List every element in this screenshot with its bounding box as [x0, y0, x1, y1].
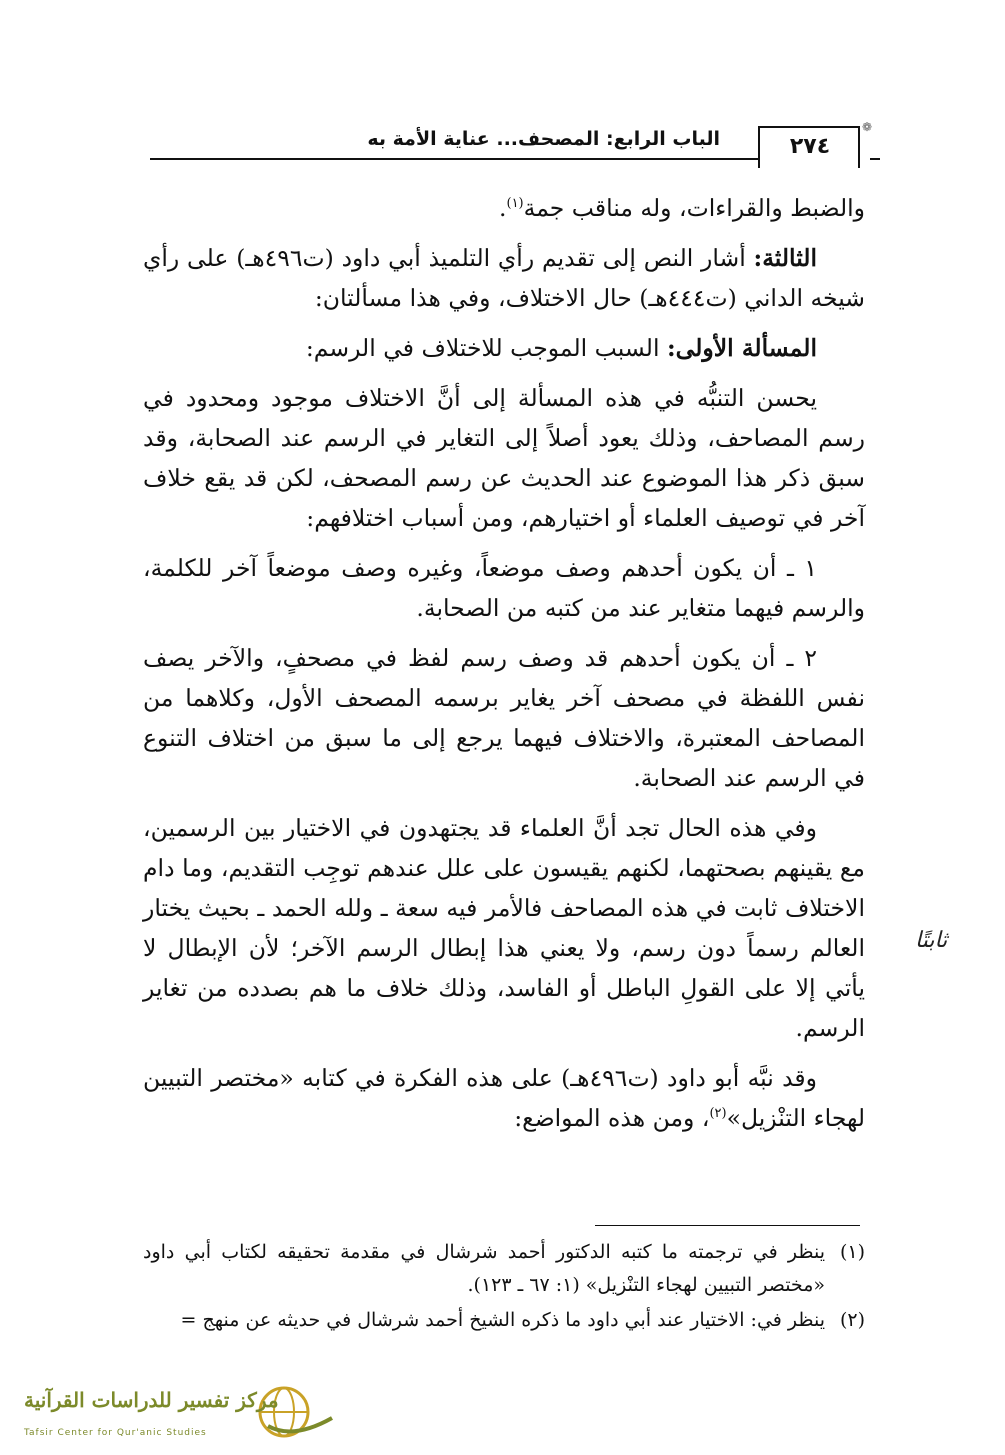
tafsir-center-logo: [18, 1382, 338, 1444]
footnote-ref-2[interactable]: (٢): [709, 1106, 727, 1122]
paragraph-6: ٢ ـ أن يكون أحدهم قد وصف رسم لفظ في مصحفٍ، والآخر يصف نفس اللفظة في مصحف آخر يغاير برسمه المصحف الأول، وكلاهما من المصاحف المعتبرة، والاختلاف فيهما يرجع إلى ما سبق من اختلاف التنوع في الرسم عند الصحابة.: [143, 644, 865, 792]
paragraph-3-text: السبب الموجب للاختلاف في الرسم:: [305, 334, 667, 362]
handwritten-margin-note: ثابتًا: [915, 928, 948, 953]
frame-dash-right: [870, 158, 880, 160]
header-rule: [150, 158, 750, 160]
page-number-box: [750, 118, 880, 176]
frame-dash-left: [750, 158, 760, 160]
paragraph-8-text: وقد نبَّه أبو داود (ت٤٩٦هـ) على هذه الفكرة في كتابه «مختصر التبيين لهجاء التنْزيل»: [143, 1064, 865, 1132]
paragraph-4: يحسن التنبُّه في هذه المسألة إلى أنَّ الاختلاف موجود ومحدود في رسم المصاحف، وذلك يعود أصلاً إلى التغاير في الرسم عند الصحابة، وقد سبق ذكر هذا الموضوع عند الحديث عن رسم المصحف، لكن قد يقع خلاف آخر في توصيف العلماء أو اختيارهم، ومن أسباب اختلافهم:: [143, 384, 865, 532]
footnote-1: [143, 1236, 865, 1302]
footnote-rule: [595, 1225, 860, 1226]
paragraph-8-end: ، ومن هذه المواضع:: [514, 1104, 710, 1132]
footnote-2-text: ينظر في: الاختيار عند أبي داود ما ذكره الشيخ أحمد شرشال في حديثه عن منهج =: [180, 1309, 825, 1331]
paragraph-2: [143, 238, 865, 318]
footnotes: [143, 1236, 865, 1339]
footnote-2-number: (٢): [839, 1309, 865, 1331]
paragraph-1-text: والضبط والقراءات، وله مناقب جمة: [523, 194, 865, 222]
first-issue-label: المسألة الأولى:: [666, 334, 817, 362]
paragraph-2-text: أشار النص إلى تقديم رأي التلميذ أبي داود (ت٤٩٦هـ) على رأي شيخه الداني (ت٤٤٤هـ) حال الاختلاف، وفي هذا مسألتان:: [143, 244, 865, 312]
footnote-ref-1[interactable]: (١): [506, 196, 524, 212]
ornament-icon: ❁: [861, 120, 872, 134]
third-label: الثالثة:: [753, 244, 817, 272]
main-text: [143, 188, 865, 1148]
paragraph-5: ١ ـ أن يكون أحدهم وصف موضعاً، وغيره وصف موضعاً آخر للكلمة، والرسم فيهما متغاير عند من كتبه من الصحابة.: [143, 554, 865, 622]
paragraph-1-end: .: [499, 194, 507, 222]
footnote-2: [143, 1304, 865, 1337]
running-header: [150, 118, 880, 178]
logo-arabic-text: مركز تفسير للدراسات القرآنية: [24, 1388, 279, 1412]
chapter-title: الباب الرابع: المصحف... عناية الأمة به: [367, 128, 720, 150]
footnote-1-number: (١): [839, 1241, 865, 1263]
paragraph-3: [143, 328, 865, 368]
paragraph-7: وفي هذه الحال تجد أنَّ العلماء قد يجتهدون في الاختيار بين الرسمين، مع يقينهم بصحتهما، لكنهم يقيسون على علل عندهم توجِب التقديم، وما دام الاختلاف ثابت في هذه المصاحف فالأمر فيه سعة ـ ولله الحمد ـ بحيث يختار العالم رسماً دون رسم، ولا يعني هذا إبطال الرسم الآخر؛ لأن الإبطال لا يأتي إلا على القولِ الباطل أو الفاسد، وذلك خلاف ما هم بصدده من تغاير الرسم.: [143, 814, 865, 1042]
paragraph-8: [143, 1058, 865, 1138]
paragraph-1: [143, 188, 865, 228]
page-number: ٢٧٤: [789, 134, 831, 159]
logo-english-text: Tafsir Center for Qur'anic Studies: [24, 1428, 207, 1438]
footnote-1-text: ينظر في ترجمته ما كتبه الدكتور أحمد شرشال في مقدمة تحقيقه لكتاب أبي داود «مختصر التبيين لهجاء التنْزيل» (١: ٦٧ ـ ١٢٣).: [143, 1241, 825, 1296]
